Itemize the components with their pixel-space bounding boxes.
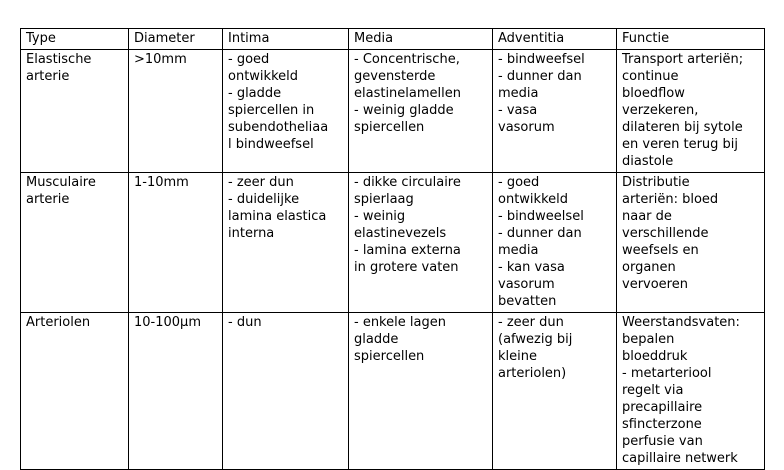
cell-line: - bindweefsel	[498, 52, 585, 67]
vessel-comparison-table	[20, 28, 765, 470]
cell-diameter	[129, 173, 223, 313]
cell-line: arterie	[26, 192, 70, 207]
cell-line: l bindweefsel	[228, 137, 314, 152]
cell-line: - weinig	[354, 209, 406, 224]
cell-line: elastinelamellen	[354, 86, 461, 101]
cell-line: regelt via	[622, 383, 684, 398]
table-row-musculaire-arterie	[21, 173, 765, 313]
cell-line: - lamina externa	[354, 243, 461, 258]
cell-line: arterie	[26, 69, 70, 84]
cell-line: en veren terug bij	[622, 137, 739, 152]
cell-line: Transport arteriën;	[622, 52, 744, 67]
cell-line: arteriolen)	[498, 366, 567, 381]
cell-intima	[223, 173, 349, 313]
cell-line: capillaire netwerk	[622, 451, 738, 466]
cell-line: 1-10mm	[134, 175, 189, 190]
cell-diameter	[129, 50, 223, 173]
cell-line: media	[498, 86, 539, 101]
cell-line: continue	[622, 69, 679, 84]
cell-line: spiercellen	[354, 120, 425, 135]
cell-line: 10-100µm	[134, 315, 201, 330]
cell-line: >10mm	[134, 52, 187, 67]
header-type: Type	[21, 29, 129, 50]
cell-media	[349, 50, 493, 173]
cell-line: - dikke circulaire	[354, 175, 461, 190]
cell-type	[21, 50, 129, 173]
cell-line: - dunner dan	[498, 69, 582, 84]
cell-line: elastinevezels	[354, 226, 447, 241]
cell-functie	[617, 50, 765, 173]
cell-line: - kan vasa	[498, 260, 565, 275]
cell-line: bepalen	[622, 332, 675, 347]
cell-line: vervoeren	[622, 277, 688, 292]
cell-line: spiercellen	[354, 349, 425, 364]
cell-line: subendotheliaa	[228, 120, 329, 135]
cell-line: Arteriolen	[26, 315, 91, 330]
cell-line: dilateren bij sytole	[622, 120, 743, 135]
cell-line: ontwikkeld	[228, 69, 298, 84]
cell-line: naar de	[622, 209, 672, 224]
cell-line: gladde	[354, 332, 399, 347]
header-intima: Intima	[223, 29, 349, 50]
cell-functie	[617, 173, 765, 313]
cell-line: diastole	[622, 154, 674, 169]
cell-intima	[223, 313, 349, 470]
cell-line: lamina elastica	[228, 209, 327, 224]
cell-adventitia	[493, 173, 617, 313]
cell-line: Weerstandsvaten:	[622, 315, 740, 330]
cell-line: arteriën: bloed	[622, 192, 719, 207]
cell-line: - zeer dun	[228, 175, 294, 190]
header-functie: Functie	[617, 29, 765, 50]
cell-line: Musculaire	[26, 175, 96, 190]
cell-line: weefsels en	[622, 243, 699, 258]
cell-line: organen	[622, 260, 676, 275]
cell-adventitia	[493, 313, 617, 470]
cell-line: bloeddruk	[622, 349, 688, 364]
cell-line: - goed	[498, 175, 540, 190]
header-diameter: Diameter	[129, 29, 223, 50]
cell-line: - vasa	[498, 103, 538, 118]
cell-line: bevatten	[498, 294, 557, 309]
cell-line: (afwezig bij	[498, 332, 573, 347]
cell-line: media	[498, 243, 539, 258]
cell-line: spierlaag	[354, 192, 414, 207]
cell-line: verschillende	[622, 226, 709, 241]
cell-line: - dunner dan	[498, 226, 582, 241]
cell-line: Distributie	[622, 175, 690, 190]
cell-line: - zeer dun	[498, 315, 564, 330]
cell-line: gevensterde	[354, 69, 436, 84]
cell-line: - Concentrische,	[354, 52, 460, 67]
cell-line: - dun	[228, 315, 262, 330]
cell-functie	[617, 313, 765, 470]
cell-line: - enkele lagen	[354, 315, 446, 330]
cell-media	[349, 173, 493, 313]
header-adventitia: Adventitia	[493, 29, 617, 50]
cell-type	[21, 313, 129, 470]
cell-line: bloedflow	[622, 86, 685, 101]
cell-line: - goed	[228, 52, 270, 67]
cell-line: kleine	[498, 349, 537, 364]
cell-diameter	[129, 313, 223, 470]
document-page	[20, 28, 764, 470]
cell-line: - weinig gladde	[354, 103, 454, 118]
header-media: Media	[349, 29, 493, 50]
cell-media	[349, 313, 493, 470]
cell-line: verzekeren,	[622, 103, 699, 118]
cell-line: - bindweelsel	[498, 209, 584, 224]
cell-line: spiercellen in	[228, 103, 315, 118]
cell-line: vasorum	[498, 277, 555, 292]
cell-line: Elastische	[26, 52, 92, 67]
table-header-row	[21, 29, 765, 50]
cell-line: precapillaire	[622, 400, 703, 415]
cell-line: - duidelijke	[228, 192, 300, 207]
table-row-elastische-arterie	[21, 50, 765, 173]
cell-line: - metarteriool	[622, 366, 712, 381]
cell-intima	[223, 50, 349, 173]
cell-type	[21, 173, 129, 313]
cell-line: in grotere vaten	[354, 260, 459, 275]
cell-line: perfusie van	[622, 434, 703, 449]
cell-line: ontwikkeld	[498, 192, 568, 207]
cell-line: vasorum	[498, 120, 555, 135]
cell-line: sfincterzone	[622, 417, 702, 432]
cell-line: interna	[228, 226, 275, 241]
cell-line: - gladde	[228, 86, 282, 101]
table-row-arteriolen	[21, 313, 765, 470]
cell-adventitia	[493, 50, 617, 173]
